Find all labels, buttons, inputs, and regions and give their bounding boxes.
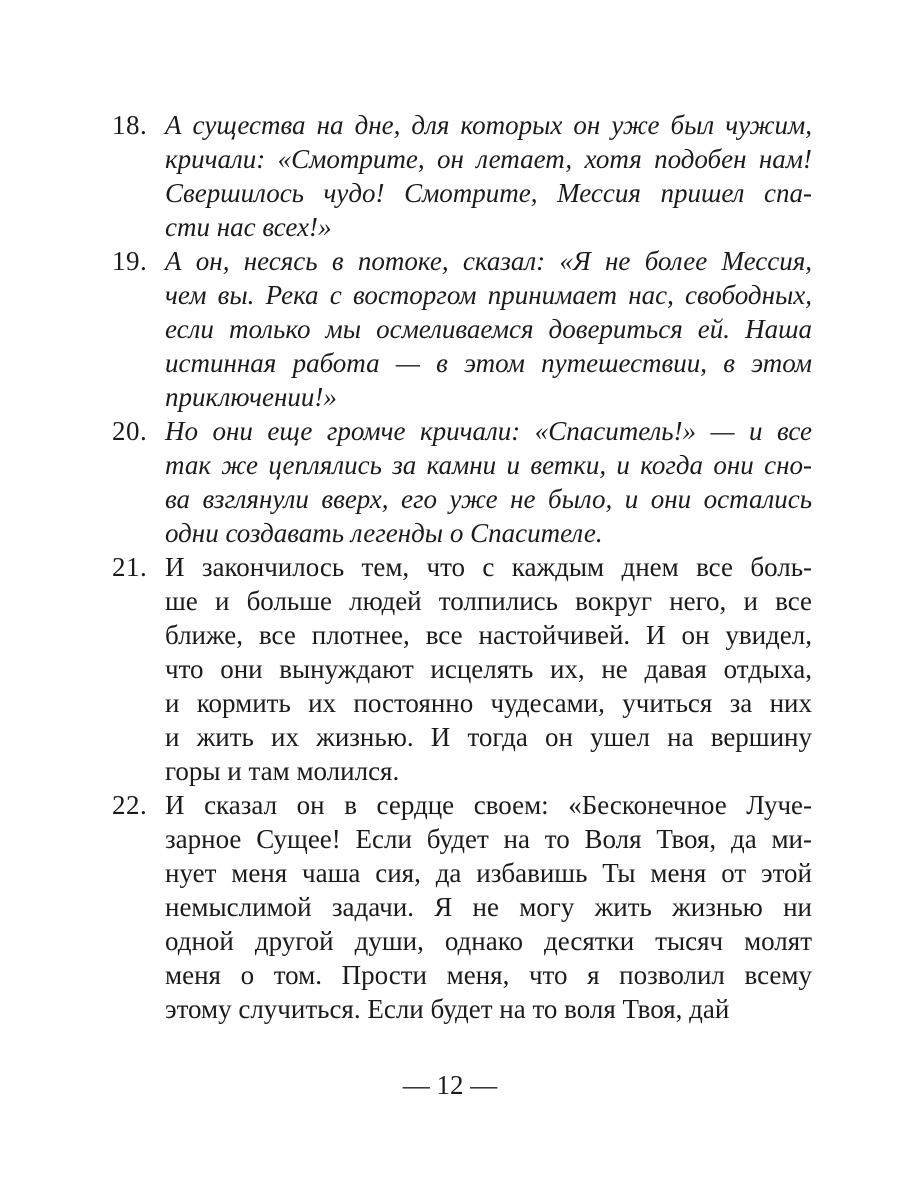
text-line: чем вы. Река с восторгом принимает нас, свободных, — [165, 280, 812, 310]
text-line: сти нас всех!» — [165, 212, 332, 242]
text-line: приключении!» — [165, 382, 337, 412]
text-line: Но они еще громче кричали: «Спаситель!» — и все — [165, 416, 812, 446]
text-line: зарное Сущее! Если будет на то Воля Твоя, да ми- — [165, 824, 812, 854]
paragraph-number: 20. — [112, 416, 148, 446]
text-line: И сказал он в сердце своем: «Бесконечное Луче- — [165, 790, 812, 820]
text-line: этому случиться. Если будет на то воля Твоя, дай — [165, 994, 730, 1024]
text-line: ва взглянули вверх, его уже не было, и они остались — [165, 484, 812, 514]
text-line: и жить их жизнью. И тогда он ушел на вершину — [165, 722, 812, 752]
text-line: ше и больше людей толпились вокруг него, и все — [165, 586, 812, 616]
text-line: горы и там молился. — [165, 756, 400, 786]
paragraph-19 — [112, 244, 812, 414]
text-line: немыслимой задачи. Я не могу жить жизнью ни — [165, 892, 812, 922]
text-line: одной другой души, однако десятки тысяч молят — [165, 926, 812, 956]
text-line: А существа на дне, для которых он уже был чужим, — [165, 110, 812, 140]
paragraph-20 — [112, 414, 812, 550]
text-line: что они вынуждают исцелять их, не давая отдыха, — [165, 654, 812, 684]
text-line: и кормить их постоянно чудесами, учиться за них — [165, 688, 812, 718]
text-line: А он, несясь в потоке, сказал: «Я не более Мессия, — [165, 246, 812, 276]
paragraph-number: 18. — [112, 110, 148, 140]
text-line: И закончилось тем, что с каждым днем все боль- — [165, 552, 812, 582]
page-number: — 12 — — [402, 1070, 498, 1100]
text-line: если только мы осмеливаемся довериться ей. Наша — [165, 314, 812, 344]
paragraph-18 — [112, 108, 812, 244]
text-line: кричали: «Смотрите, он летает, хотя подобен нам! — [165, 144, 812, 174]
paragraph-number: 22. — [112, 790, 148, 820]
text-line: одни создавать легенды о Спасителе. — [165, 518, 603, 548]
paragraph-22 — [112, 788, 812, 1026]
text-line: Свершилось чудо! Смотрите, Мессия пришел спа- — [165, 178, 812, 208]
paragraph-number: 21. — [112, 552, 148, 582]
paragraph-21 — [112, 550, 812, 788]
paragraph-text — [165, 108, 812, 244]
paragraph-text — [165, 244, 812, 414]
paragraph-text — [165, 550, 812, 788]
page-footer — [0, 1068, 900, 1102]
text-line: нует меня чаша сия, да избавишь Ты меня от этой — [165, 858, 812, 888]
text-line: ближе, все плотнее, все настойчивей. И он увидел, — [165, 620, 812, 650]
paragraph-text — [165, 788, 812, 1026]
paragraph-number: 19. — [112, 246, 148, 276]
paragraph-text — [165, 414, 812, 550]
text-line: так же цеплялись за камни и ветки, и когда они сно- — [165, 450, 812, 480]
text-line: истинная работа — в этом путешествии, в этом — [165, 348, 812, 378]
text-block — [112, 108, 812, 1026]
text-line: меня о том. Прости меня, что я позволил всему — [165, 960, 812, 990]
